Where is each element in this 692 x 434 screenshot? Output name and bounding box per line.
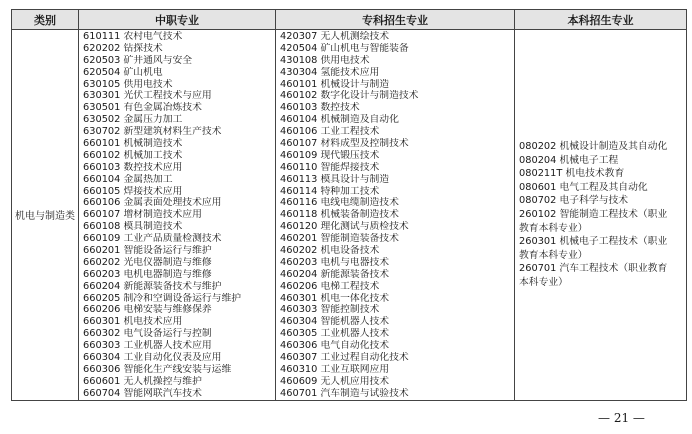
major-table (11, 9, 687, 401)
zhuanke-major-item: 430304 氢能技术应用 (280, 66, 380, 78)
zhuanke-major-item: 460310 工业互联网应用 (280, 363, 390, 375)
benke-list (515, 140, 686, 290)
zhuanke-major-item: 460609 无人机应用技术 (280, 375, 390, 387)
zhongzhi-major-item: 660304 工业自动化仪表及应用 (83, 352, 222, 364)
zhuanke-major-item: 460701 汽车制造与试验技术 (280, 387, 409, 399)
zhongzhi-major-item: 660302 电气设备运行与控制 (83, 328, 212, 340)
zhongzhi-major-item: 660303 工业机器人技术应用 (83, 340, 212, 352)
zhongzhi-major-item: 660301 机电技术应用 (83, 316, 183, 328)
zhongzhi-major-item: 610111 农村电气技术 (83, 31, 183, 42)
zhongzhi-major-item: 630702 新型建筑材料生产技术 (83, 126, 222, 138)
benke-major-item: 教育本科专业） (519, 249, 588, 261)
zhuanke-major-item: 460206 电梯工程技术 (280, 280, 380, 292)
benke-major-item: 教育本科专业） (519, 222, 588, 234)
zhongzhi-major-item: 660109 工业产品质量检测技术 (83, 233, 222, 245)
zhuanke-major-item: 460116 电线电缆制造技术 (280, 197, 399, 209)
zhuanke-major-item: 460110 智能焊接技术 (280, 161, 380, 173)
header-zhuanke: 专科招生专业 (276, 10, 515, 30)
zhuanke-major-item: 460306 电气自动化技术 (280, 340, 390, 352)
zhuanke-major-item: 460109 现代锻压技术 (280, 149, 380, 161)
zhuanke-major-item: 460102 数字化设计与制造技术 (280, 90, 419, 102)
zhongzhi-major-item: 620503 矿井通风与安全 (83, 54, 193, 66)
zhongzhi-major-item: 660203 电机电器制造与维修 (83, 268, 212, 280)
header-category: 类别 (12, 10, 79, 30)
zhuanke-major-item: 460104 机械制造及自动化 (280, 114, 399, 126)
page-number: — 21 — (598, 411, 645, 425)
zhongzhi-major-item: 630105 供用电技术 (83, 78, 173, 90)
benke-major-item: 080601 电气工程及其自动化 (519, 181, 648, 193)
header-benke: 本科招生专业 (515, 10, 687, 30)
zhongzhi-major-item: 660108 模具制造技术 (83, 221, 183, 233)
zhuanke-major-item: 460301 机电一体化技术 (280, 292, 390, 304)
zhongzhi-list (79, 30, 275, 400)
zhongzhi-major-item: 620202 钻探技术 (83, 42, 163, 54)
zhongzhi-major-item: 660104 金属热加工 (83, 173, 173, 185)
zhuanke-major-item: 460120 理化测试与质检技术 (280, 221, 409, 233)
zhuanke-major-item: 460101 机械设计与制造 (280, 78, 390, 90)
header-zhongzhi: 中职专业 (79, 10, 276, 30)
zhuanke-major-item: 460106 工业工程技术 (280, 126, 380, 138)
zhongzhi-major-item: 660103 数控技术应用 (83, 161, 183, 173)
zhuanke-major-item: 460118 机械装备制造技术 (280, 209, 399, 221)
benke-major-item: 260102 智能制造工程技术（职业 (519, 209, 668, 220)
benke-major-item: 080202 机械设计制造及其自动化 (519, 141, 668, 153)
benke-major-item: 260701 汽车工程技术（职业教育 (519, 263, 668, 275)
zhuanke-major-item: 420504 矿山机电与智能装备 (280, 42, 409, 54)
zhongzhi-major-item: 660106 金属表面处理技术应用 (83, 197, 222, 209)
benke-cell (515, 30, 687, 401)
zhongzhi-major-item: 660202 光电仪器制造与维修 (83, 256, 212, 268)
zhuanke-major-item: 460201 智能制造装备技术 (280, 233, 399, 245)
zhongzhi-major-item: 660306 智能化生产线安装与运维 (83, 363, 232, 375)
zhuanke-major-item: 460103 数控技术 (280, 102, 360, 114)
zhuanke-major-item: 460303 智能控制技术 (280, 304, 380, 316)
zhuanke-major-item: 460202 机电设备技术 (280, 245, 380, 257)
zhongzhi-major-item: 660201 智能设备运行与维护 (83, 245, 212, 257)
zhuanke-major-item: 460203 电机与电器技术 (280, 256, 390, 268)
zhongzhi-major-item: 630502 金属压力加工 (83, 114, 183, 126)
zhuanke-major-item: 460114 特种加工技术 (280, 185, 380, 197)
zhongzhi-major-item: 630501 有色金属冶炼技术 (83, 102, 202, 114)
zhuanke-cell (276, 30, 515, 401)
zhongzhi-major-item: 660105 焊接技术应用 (83, 185, 183, 197)
zhongzhi-major-item: 620504 矿山机电 (83, 66, 163, 78)
zhongzhi-cell (79, 30, 276, 401)
category-cell: 机电与制造类 (12, 30, 79, 401)
zhongzhi-major-item: 660704 智能网联汽车技术 (83, 387, 202, 399)
benke-major-item: 本科专业） (519, 276, 568, 288)
benke-major-item: 260301 机械电子工程技术（职业 (519, 236, 668, 248)
zhongzhi-major-item: 660204 新能源装备技术与维护 (83, 280, 222, 292)
zhongzhi-major-item: 660206 电梯安装与维修保养 (83, 304, 212, 316)
zhongzhi-major-item: 660107 增材制造技术应用 (83, 209, 202, 221)
zhuanke-major-item: 460305 工业机器人技术 (280, 328, 390, 340)
zhongzhi-major-item: 660101 机械制造技术 (83, 138, 183, 150)
zhuanke-major-item: 460307 工业过程自动化技术 (280, 352, 409, 364)
table-header-row (12, 10, 687, 30)
benke-major-item: 080204 机械电子工程 (519, 154, 619, 166)
zhuanke-major-item: 420307 无人机测绘技术 (280, 31, 390, 42)
zhuanke-major-item: 430108 供用电技术 (280, 54, 370, 66)
zhongzhi-major-item: 660102 机械加工技术 (83, 149, 183, 161)
zhuanke-major-item: 460204 新能源装备技术 (280, 268, 390, 280)
benke-major-item: 080702 电子科学与技术 (519, 195, 629, 207)
table-row (12, 30, 687, 401)
zhuanke-list (276, 30, 514, 400)
zhuanke-major-item: 460304 智能机器人技术 (280, 316, 390, 328)
zhuanke-major-item: 460113 模具设计与制造 (280, 173, 390, 185)
zhongzhi-major-item: 660205 制冷和空调设备运行与维护 (83, 292, 242, 304)
zhongzhi-major-item: 660601 无人机操控与维护 (83, 375, 202, 387)
zhuanke-major-item: 460107 材料成型及控制技术 (280, 138, 409, 150)
zhongzhi-major-item: 630301 光伏工程技术与应用 (83, 90, 212, 102)
benke-major-item: 080211T 机电技术教育 (519, 168, 625, 180)
